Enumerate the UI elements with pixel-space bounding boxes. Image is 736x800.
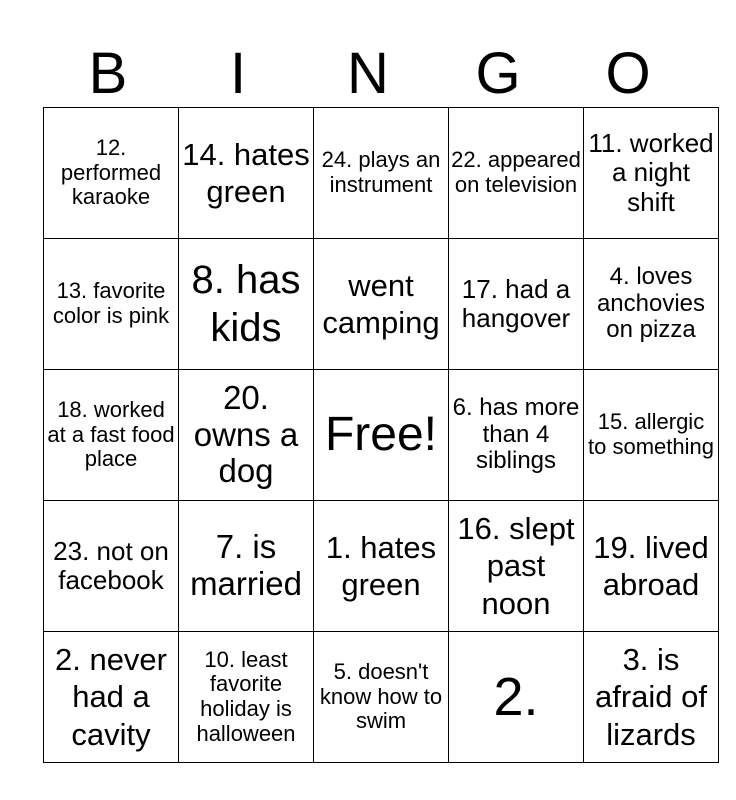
header-letter-i: I (229, 41, 247, 106)
bingo-cell[interactable]: 22. appeared on television (449, 108, 584, 239)
bingo-cell[interactable]: 3. is afraid of lizards (584, 632, 719, 763)
header-letter-o: O (605, 41, 651, 106)
bingo-cell[interactable]: 6. has more than 4 siblings (449, 370, 584, 501)
bingo-cell[interactable]: 23. not on facebook (44, 501, 179, 632)
bingo-row (44, 501, 719, 632)
bingo-cell[interactable]: 2. never had a cavity (44, 632, 179, 763)
bingo-header (43, 40, 693, 108)
free-space-cell[interactable]: Free! (314, 370, 449, 501)
header-letter-b: B (88, 41, 128, 106)
bingo-row (44, 370, 719, 501)
bingo-row (44, 632, 719, 763)
bingo-card (43, 107, 719, 763)
header-letter-g: G (475, 41, 521, 106)
bingo-cell[interactable]: 13. favorite color is pink (44, 239, 179, 370)
bingo-cell[interactable]: 7. is married (179, 501, 314, 632)
bingo-cell[interactable]: 19. lived abroad (584, 501, 719, 632)
bingo-cell[interactable]: 4. loves anchovies on pizza (584, 239, 719, 370)
bingo-cell[interactable]: 2. (449, 632, 584, 763)
bingo-cell[interactable]: 24. plays an instrument (314, 108, 449, 239)
bingo-cell[interactable]: went camping (314, 239, 449, 370)
bingo-cell[interactable]: 20. owns a dog (179, 370, 314, 501)
bingo-cell[interactable]: 16. slept past noon (449, 501, 584, 632)
bingo-cell[interactable]: 14. hates green (179, 108, 314, 239)
bingo-cell[interactable]: 1. hates green (314, 501, 449, 632)
bingo-row (44, 239, 719, 370)
bingo-cell[interactable]: 10. least favorite holiday is halloween (179, 632, 314, 763)
bingo-row (44, 108, 719, 239)
bingo-cell[interactable]: 5. doesn't know how to swim (314, 632, 449, 763)
bingo-cell[interactable]: 17. had a hangover (449, 239, 584, 370)
bingo-cell[interactable]: 15. allergic to something (584, 370, 719, 501)
bingo-cell[interactable]: 18. worked at a fast food place (44, 370, 179, 501)
bingo-cell[interactable]: 11. worked a night shift (584, 108, 719, 239)
bingo-cell[interactable]: 12. performed karaoke (44, 108, 179, 239)
header-letter-n: N (347, 41, 389, 106)
bingo-cell[interactable]: 8. has kids (179, 239, 314, 370)
